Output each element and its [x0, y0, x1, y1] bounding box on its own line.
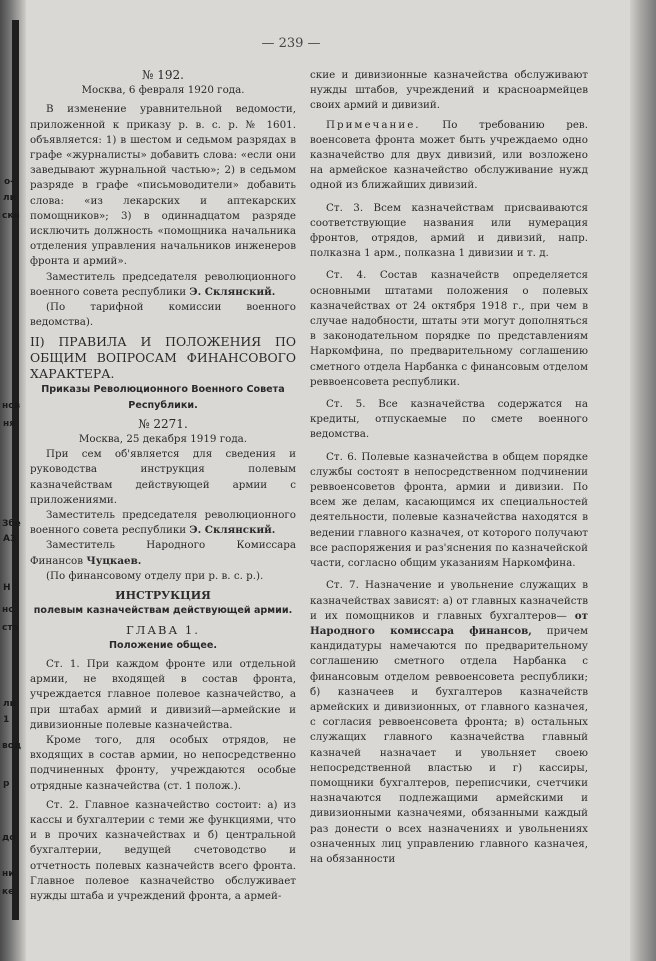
order-signature [30, 270, 296, 300]
order-number: № 2271. [138, 416, 188, 431]
note-text: По требованию рев. военсовета фронта может быть учреждаемо одно казначейство для двух дивизий, или возложено на армейское казначейство обслуживание нужд одной из ближайших дивизий. [310, 118, 589, 192]
section-subheading: Приказы Революционного Военного Совета Республики. [41, 384, 285, 411]
article-text: Ст. 1. При каждом фронте или отдельной армии, не входящей в состав фронта, учреждается главное полевое казначейство, а при штабах армий и дивизий—армейские и дивизионные полевые казначейства. [30, 657, 296, 731]
instruction-title: ИНСТРУКЦИЯ [115, 589, 211, 603]
article-text: Кроме того, для особых отрядов, не входящих в состав армии, но непосредственно подчиненных фронту, учреждаются особые отрядные казначейства (ст. 1 полож.). [30, 733, 296, 792]
signature-title: Заместитель Народного Комиссара Финансов [30, 539, 296, 567]
order-note: (По финансовому отделу при р. в. с. р.). [46, 569, 264, 582]
page-number: — 239 — [261, 36, 321, 51]
signature-title: Заместитель председателя революционного военного совета республики [30, 509, 296, 537]
note-label: Примечание. [326, 118, 421, 131]
order-signature [30, 508, 296, 538]
instruction-subtitle: полевым казначействам действующей армии. [33, 605, 293, 617]
spine-fragment: ств [2, 623, 19, 633]
continued-text: ские и дивизионные казначейства обслуживают нужды штабов, учреждений и красноармейцев своих армий и дивизий. [310, 69, 588, 112]
signature-title: Заместитель председателя революционного военного совета республики [30, 270, 296, 298]
spine-fragment: нс [2, 605, 14, 615]
article-text: Ст. 5. Все казначейства содержатся на кредиты, отпускаемые по смете военного ведомства. [310, 398, 588, 441]
spine-fragment: о- [4, 177, 14, 187]
spine-fragment: ня [3, 419, 15, 429]
spine-fragment: р [3, 779, 10, 789]
signature-name: Э. Склянский. [189, 524, 276, 537]
article-text-part: причем кандидатуры намечаются по предварительному соглашению сметного отдела Нарбанка с финансовым отделом реввоенсовета республики; б) казначеев и бухгалтеров казначейств армейских и дивизионных, от главного казначея, с согласия реввоенсовета фронта; в) остальных служащих главного казначейства главный казначей назначает и увольняет своею непосредственной властью и г) кассиры, помощники бухгалтеров, переписчики, счетчики назначаются подлежащими армейскими и дивизионными казначеями, обязанными каждый раз донести о всех назначениях и увольнениях означенных лиц управлению главного казначея, на обязанности [310, 624, 588, 865]
article-text-part: Ст. 7. Назначение и увольнение служащих в казначействах зависят: а) от главных казначейств и их помощников и главных бухгалтеров— [310, 579, 588, 622]
spine-fragment: Збе [2, 519, 21, 529]
order-text: В изменение уравнительной ведомости, приложенной к приказу р. в. с. р. № 1601. объявляется: 1) в шестом и седьмом разрядах в графе «журналисты» добавить слова: «если они заведывают журнальной частью»; 2) в седьмом разряде в графе «письмоводители» добавить слова: «из лекарских и аптекарских помощников»; 3) в одиннадцатом разряде исключить должность «помощника начальника отделения управления начальников инженеров фронта и армий». [30, 103, 296, 268]
spine-fragment: вод [2, 741, 22, 751]
signature-name: Чуцкаев. [86, 554, 142, 567]
page-right-edge-shadow [630, 0, 656, 961]
note-paragraph [310, 118, 588, 194]
spine-fragment: ски [2, 211, 20, 221]
spine-fragment: ни [2, 869, 15, 879]
right-column [310, 68, 588, 867]
spine-fragment: ли [3, 699, 16, 709]
order-place-date: Москва, 6 февраля 1920 года. [81, 84, 245, 97]
article-text: Ст. 3. Всем казначействам присваиваются соответствующие названия или нумерация фронтов, отрядов, армий и дивизий, напр. полказна 1 арм., полказна 1 дивизии и т. д. [310, 201, 588, 260]
spine-fragment: нов [2, 401, 21, 411]
spine-fragment: 1 [3, 715, 10, 725]
order-note: (По тарифной комиссии военного ведомства). [30, 301, 296, 329]
signature-name: Э. Склянский. [189, 285, 276, 298]
order-number: № 192. [142, 68, 184, 82]
spine-fragment: А3 [3, 534, 17, 544]
spine-fragment: до [2, 833, 16, 843]
spine-fragment: ли [3, 193, 16, 203]
article-text: Ст. 4. Состав казначейств определяется основными штатами положения о полевых казначействах от 24 октября 1918 г., при чем в случае надобности, штаты эти могут дополняться в законодательном порядке по представлениям Наркомфина, по предварительному соглашению сметного отдела Нарбанка с финансовым отделом реввоенсовета республики. [310, 269, 588, 388]
article-text: Ст. 6. Полевые казначейства в общем порядке службы состоят в непосредственном подчинении реввоенсоветов фронта, армии и дивизии. По всем же делам, касающимся их специальностей деятельности, полевые казначейства находятся в ведении главного казначея, от которого получают все распоряжения и раз'яснения по казначейской части, согласно общим указаниям Наркомфина. [310, 450, 588, 570]
article-text [310, 578, 588, 867]
section-heading: II) ПРАВИЛА И ПОЛОЖЕНИЯ ПО ОБЩИМ ВОПРОСАМ ФИНАНСОВОГО ХАРАКТЕРА. [30, 334, 296, 382]
left-column [30, 68, 296, 904]
spine-fragment: Н [3, 583, 11, 593]
order-signature [30, 538, 296, 568]
chapter-subtitle: Положение общее. [108, 639, 218, 651]
spine-fragment: ке [2, 887, 15, 897]
article-text-emphasis: от Народного комиссара финансов, [310, 609, 588, 637]
book-binding-edge [12, 20, 19, 920]
chapter-title: ГЛАВА 1. [126, 622, 200, 637]
article-text: Ст. 2. Главное казначейство состоит: а) из кассы и бухгалтерии с теми же функциями, что и в прочих казначействах и б) центральной бухгалтерии, ведущей счетоводство и отчетность полевых казначейств всего фронта. Главное полевое казначейство обслуживает нужды штаба и учреждений фронта, а армей- [30, 798, 296, 902]
order-place-date: Москва, 25 декабря 1919 года. [78, 433, 248, 446]
order-text: При сем об'является для сведения и руководства инструкция полевым казначействам действующей армии с приложениями. [30, 448, 296, 506]
